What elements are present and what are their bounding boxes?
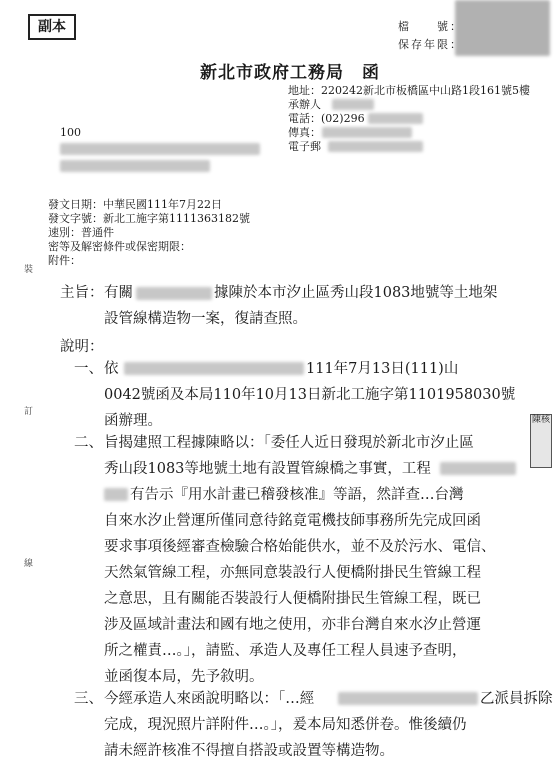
item-two-line-10: 並函復本局，先予敘明。 bbox=[104, 669, 264, 685]
subject-line-1a: 有關 bbox=[104, 285, 133, 301]
item-three-line-3: 請未經許核准不得擅自搭設或設置等構造物。 bbox=[104, 743, 394, 759]
item-three-redaction bbox=[338, 692, 478, 705]
item-two-line-3: 有告示『用水計畫已稽發核准』等語，然詳查…台灣 bbox=[130, 487, 464, 503]
item-two-line-1: 旨揭建照工程據陳略以：「委任人近日發現於新北市汐止區 bbox=[104, 435, 474, 451]
margin-mark-middle: 訂 bbox=[24, 407, 34, 417]
subject-line-2: 設管線構造物一案，復請查照。 bbox=[104, 311, 307, 327]
issue-secret: 密等及解密條件或保密期限： bbox=[48, 240, 191, 253]
item-two-line-4: 自來水汐止營運所僅同意待銘竟電機技師事務所先完成回函 bbox=[104, 513, 481, 529]
recipient-name-redaction bbox=[60, 160, 210, 172]
issue-attachment: 附件： bbox=[48, 254, 81, 267]
contact-fax: 傳真： bbox=[288, 126, 321, 139]
contact-email: 電子郵 bbox=[288, 140, 321, 153]
contact-handler: 承辦人 bbox=[288, 98, 321, 111]
item-two-line-5: 要求事項後經審查檢驗合格始能供水，並不及於污水、電信、 bbox=[104, 539, 496, 555]
item-one-redaction bbox=[124, 362, 304, 375]
item-three-line-2: 完成，現況照片詳附件…。」，爰本局知悉併卷。惟後續仍 bbox=[104, 717, 467, 733]
letter-title: 新北市政府工務局 函 bbox=[200, 63, 380, 83]
issue-number: 發文字號：新北工施字第1111363182號 bbox=[48, 212, 250, 225]
item-two-line-8: 涉及區域計畫法和國有地之使用，亦非台灣自來水汐止營運 bbox=[104, 617, 481, 633]
item-two-redaction-2 bbox=[104, 488, 128, 501]
subject-label: 主旨： bbox=[60, 285, 104, 301]
seal-redaction bbox=[455, 0, 550, 56]
item-two-line-6: 天然氣管線工程，亦無同意裝設行人便橋附掛民生管線工程 bbox=[104, 565, 481, 581]
recipient-address-redaction bbox=[60, 143, 260, 155]
item-one-line-2: 0042號函及本局110年10月13日新北工施字第1101958030號 bbox=[104, 387, 516, 403]
item-one-line-1b: 111年7月13日(111)山 bbox=[306, 361, 459, 377]
item-two-line-9: 所之權責…。」，請監、承造人及專任工程人員速予查明， bbox=[104, 643, 467, 659]
item-one-number: 一、 bbox=[74, 361, 103, 377]
fax-redaction bbox=[322, 127, 412, 138]
margin-mark-top: 裝 bbox=[24, 265, 34, 275]
item-two-line-2: 秀山段1083等地號土地有設置管線橋之事實，工程 bbox=[104, 461, 431, 477]
margin-mark-bottom: 線 bbox=[24, 559, 34, 569]
explanation-label: 說明： bbox=[60, 339, 104, 355]
item-two-number: 二、 bbox=[74, 435, 103, 451]
item-one-line-3: 函辦理。 bbox=[104, 413, 162, 429]
item-three-line-1b: 乙派員拆除 bbox=[480, 691, 553, 707]
item-one-line-1a: 依 bbox=[104, 361, 119, 377]
issue-speed: 速別：普通件 bbox=[48, 226, 114, 239]
retention-label: 保存年限： bbox=[398, 38, 463, 51]
issue-date: 發文日期：中華民國111年7月22日 bbox=[48, 198, 222, 211]
copy-stamp: 副本 bbox=[28, 14, 76, 40]
subject-line-1b: 據陳於本市汐止區秀山段1083地號等土地架 bbox=[214, 285, 498, 301]
phone-redaction bbox=[368, 113, 423, 124]
subject-redaction bbox=[136, 287, 212, 300]
item-three-number: 三、 bbox=[74, 691, 103, 707]
contact-address: 地址：220242新北市板橋區中山路1段161號5樓 bbox=[288, 84, 530, 97]
review-stamp: 陳核 bbox=[530, 414, 552, 468]
item-two-redaction-1 bbox=[440, 462, 516, 475]
email-redaction bbox=[328, 141, 423, 152]
handler-redaction bbox=[332, 99, 374, 110]
contact-phone: 電話：(02)296 bbox=[288, 112, 365, 125]
item-two-line-7: 之意思，且有關能否裝設行人便橋附掛民生管線工程，既已 bbox=[104, 591, 481, 607]
file-number-label: 檔 號： bbox=[398, 20, 463, 33]
postal-code: 100 bbox=[60, 126, 81, 139]
item-three-line-1a: 今經承造人來函說明略以：「…經 bbox=[104, 691, 315, 707]
